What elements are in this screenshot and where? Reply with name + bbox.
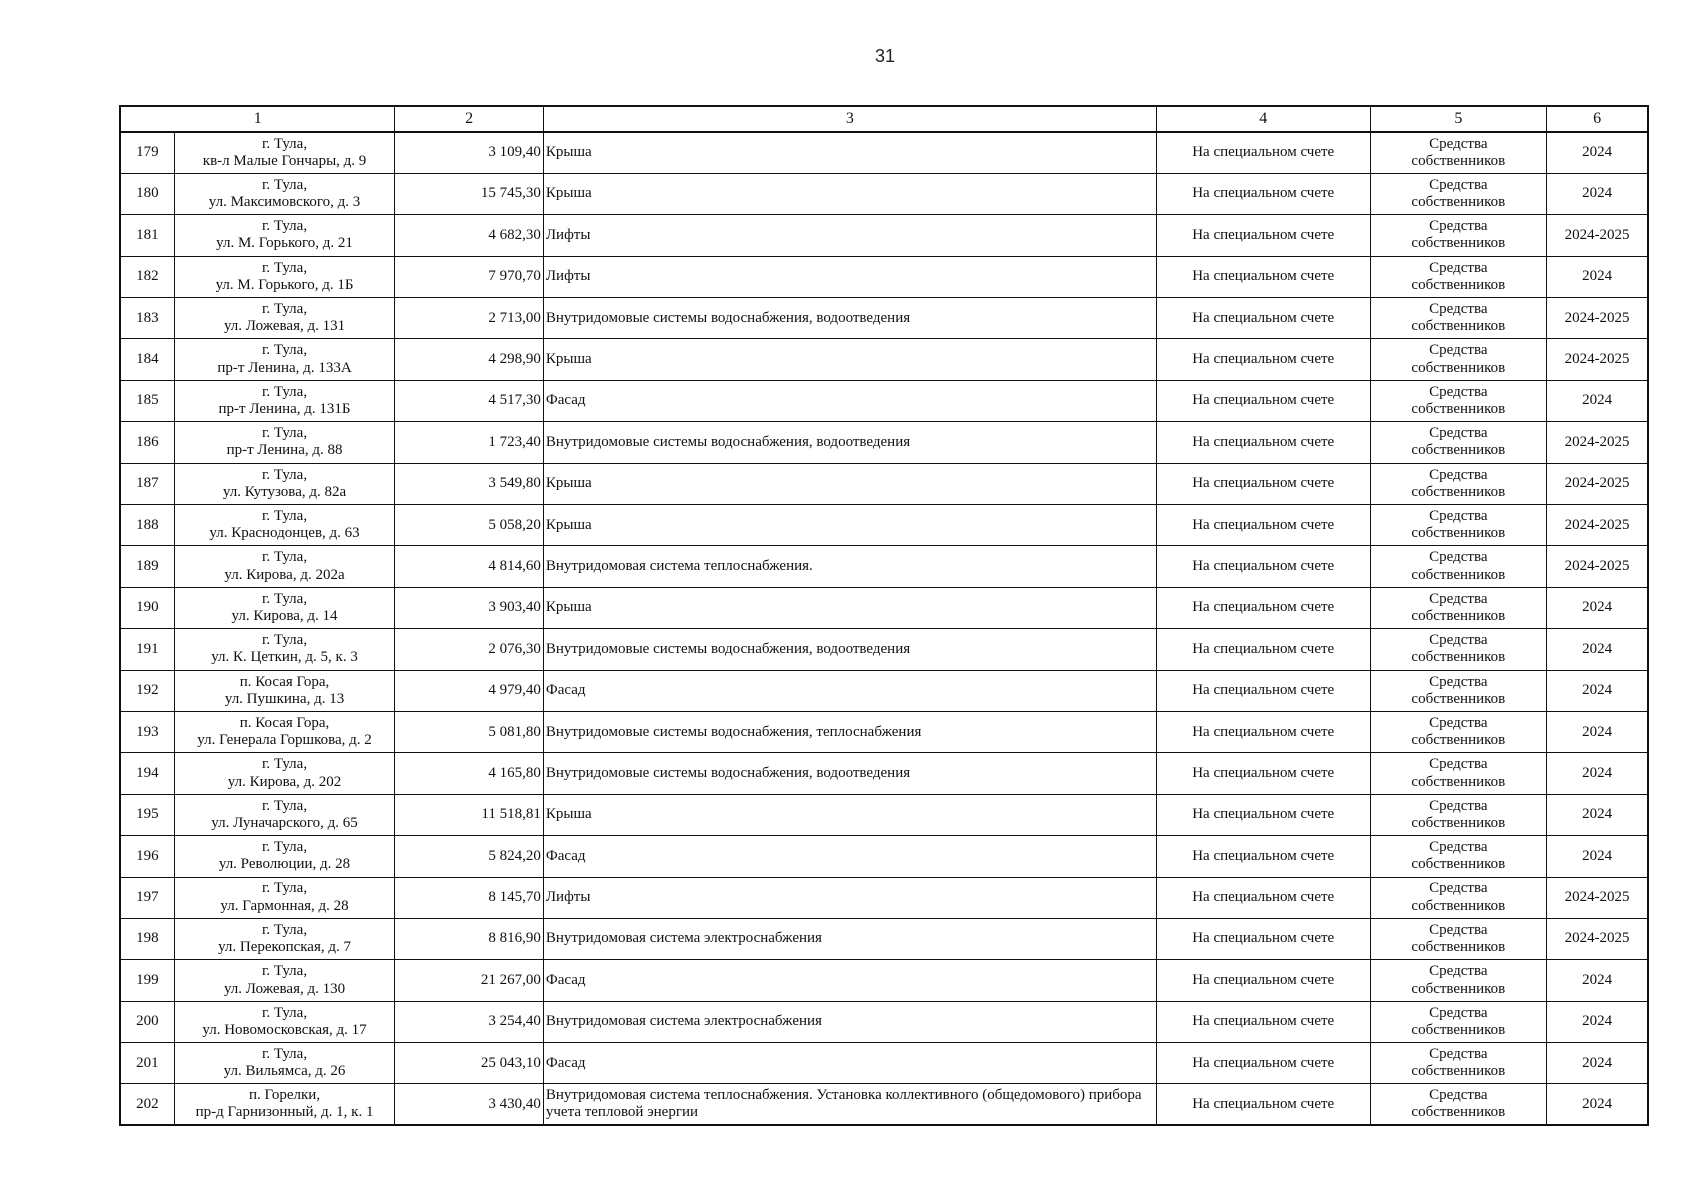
address-street: ул. Новомосковская, д. 17 xyxy=(202,1021,367,1038)
area-cell: 3 254,40 xyxy=(395,1001,543,1042)
funding-source-line-1: Средства xyxy=(1429,549,1488,566)
work-type-cell: Внутридомовая система электроснабжения xyxy=(543,1001,1156,1042)
funding-source-line-2: собственников xyxy=(1411,318,1506,335)
address-cell xyxy=(174,918,395,959)
work-type-cell: Крыша xyxy=(543,463,1156,504)
area-cell: 4 814,60 xyxy=(395,546,543,587)
funding-source-cell xyxy=(1370,298,1547,339)
account-type-cell: На специальном счете xyxy=(1156,587,1370,628)
work-type-cell: Внутридомовая система теплоснабжения. Установка коллективного (общедомового) прибора учета тепловой энергии xyxy=(543,1084,1156,1125)
funding-source-line-1: Средства xyxy=(1429,756,1488,773)
funding-source-line-2: собственников xyxy=(1411,607,1506,624)
row-number: 198 xyxy=(120,918,174,959)
account-type-cell: На специальном счете xyxy=(1156,505,1370,546)
funding-source-line-1: Средства xyxy=(1429,590,1488,607)
address-cell xyxy=(174,546,395,587)
account-type-cell: На специальном счете xyxy=(1156,546,1370,587)
work-type-cell: Крыша xyxy=(543,587,1156,628)
funding-source-cell xyxy=(1370,753,1547,794)
row-number: 186 xyxy=(120,422,174,463)
address-street: ул. Ложевая, д. 130 xyxy=(223,980,346,997)
period-cell: 2024-2025 xyxy=(1547,463,1648,504)
table-row xyxy=(120,380,1648,421)
column-header-4: 4 xyxy=(1156,106,1370,132)
funding-source-line-1: Средства xyxy=(1429,218,1488,235)
table-row xyxy=(120,794,1648,835)
period-cell: 2024 xyxy=(1547,380,1648,421)
funding-source-line-2: собственников xyxy=(1411,359,1506,376)
area-cell: 1 723,40 xyxy=(395,422,543,463)
funding-source-line-2: собственников xyxy=(1411,1021,1506,1038)
table-row xyxy=(120,463,1648,504)
table-row xyxy=(120,215,1648,256)
area-cell: 3 109,40 xyxy=(395,132,543,173)
work-type-cell: Лифты xyxy=(543,256,1156,297)
address-cell xyxy=(174,670,395,711)
funding-source-cell xyxy=(1370,670,1547,711)
funding-source-cell xyxy=(1370,794,1547,835)
table-row xyxy=(120,505,1648,546)
row-number: 195 xyxy=(120,794,174,835)
column-header-5: 5 xyxy=(1370,106,1547,132)
funding-source-line-2: собственников xyxy=(1411,483,1506,500)
funding-source-cell xyxy=(1370,546,1547,587)
funding-source-cell xyxy=(1370,836,1547,877)
address-locality: г. Тула, xyxy=(261,1004,308,1021)
period-cell: 2024 xyxy=(1547,587,1648,628)
funding-source-line-2: собственников xyxy=(1411,566,1506,583)
work-type-cell: Крыша xyxy=(543,173,1156,214)
address-street: ул. Перекопская, д. 7 xyxy=(218,939,351,956)
address-cell xyxy=(174,505,395,546)
row-number: 193 xyxy=(120,711,174,752)
area-cell: 3 549,80 xyxy=(395,463,543,504)
funding-source-cell xyxy=(1370,960,1547,1001)
work-type-cell: Внутридомовые системы водоснабжения, водоотведения xyxy=(543,629,1156,670)
funding-source-line-2: собственников xyxy=(1411,235,1506,252)
address-cell xyxy=(174,587,395,628)
column-header-1: 1 xyxy=(120,106,395,132)
period-cell: 2024 xyxy=(1547,670,1648,711)
account-type-cell: На специальном счете xyxy=(1156,298,1370,339)
address-locality: г. Тула, xyxy=(261,176,308,193)
work-type-cell: Внутридомовая система теплоснабжения. xyxy=(543,546,1156,587)
address-street: пр-т Ленина, д. 133А xyxy=(217,359,352,376)
repair-schedule-table xyxy=(119,105,1649,1126)
work-type-cell: Крыша xyxy=(543,794,1156,835)
area-cell: 11 518,81 xyxy=(395,794,543,835)
funding-source-line-2: собственников xyxy=(1411,401,1506,418)
area-cell: 3 430,40 xyxy=(395,1084,543,1125)
funding-source-line-2: собственников xyxy=(1411,980,1506,997)
funding-source-line-2: собственников xyxy=(1411,939,1506,956)
work-type-cell: Внутридомовые системы водоснабжения, водоотведения xyxy=(543,422,1156,463)
period-cell: 2024 xyxy=(1547,753,1648,794)
account-type-cell: На специальном счете xyxy=(1156,877,1370,918)
address-cell xyxy=(174,298,395,339)
funding-source-line-2: собственников xyxy=(1411,1104,1506,1121)
area-cell: 4 682,30 xyxy=(395,215,543,256)
area-cell: 15 745,30 xyxy=(395,173,543,214)
area-cell: 5 058,20 xyxy=(395,505,543,546)
funding-source-cell xyxy=(1370,587,1547,628)
funding-source-line-1: Средства xyxy=(1429,839,1488,856)
period-cell: 2024 xyxy=(1547,960,1648,1001)
period-cell: 2024 xyxy=(1547,256,1648,297)
address-locality: г. Тула, xyxy=(261,218,308,235)
address-cell xyxy=(174,877,395,918)
address-locality: г. Тула, xyxy=(261,425,308,442)
row-number: 194 xyxy=(120,753,174,794)
funding-source-line-1: Средства xyxy=(1429,466,1488,483)
funding-source-line-1: Средства xyxy=(1429,301,1488,317)
funding-source-cell xyxy=(1370,215,1547,256)
address-street: ул. Кирова, д. 202 xyxy=(227,773,342,790)
account-type-cell: На специальном счете xyxy=(1156,711,1370,752)
table-row xyxy=(120,960,1648,1001)
address-cell xyxy=(174,1001,395,1042)
table-row xyxy=(120,546,1648,587)
funding-source-line-1: Средства xyxy=(1429,1087,1488,1104)
area-cell: 2 076,30 xyxy=(395,629,543,670)
address-cell xyxy=(174,753,395,794)
address-cell xyxy=(174,836,395,877)
row-number: 182 xyxy=(120,256,174,297)
address-cell xyxy=(174,380,395,421)
address-locality: г. Тула, xyxy=(261,259,308,276)
address-street: ул. Ложевая, д. 131 xyxy=(223,318,346,335)
funding-source-cell xyxy=(1370,380,1547,421)
table-row xyxy=(120,711,1648,752)
address-locality: г. Тула, xyxy=(261,839,308,856)
area-cell: 5 824,20 xyxy=(395,836,543,877)
account-type-cell: На специальном счете xyxy=(1156,753,1370,794)
funding-source-line-2: собственников xyxy=(1411,732,1506,749)
area-cell: 4 165,80 xyxy=(395,753,543,794)
funding-source-line-2: собственников xyxy=(1411,856,1506,873)
area-cell: 21 267,00 xyxy=(395,960,543,1001)
row-number: 200 xyxy=(120,1001,174,1042)
address-street: ул. Вильямса, д. 26 xyxy=(223,1063,346,1080)
account-type-cell: На специальном счете xyxy=(1156,132,1370,173)
account-type-cell: На специальном счете xyxy=(1156,422,1370,463)
row-number: 191 xyxy=(120,629,174,670)
address-street: ул. Кирова, д. 202а xyxy=(224,566,345,583)
address-locality: г. Тула, xyxy=(261,921,308,938)
address-street: ул. Революции, д. 28 xyxy=(218,856,351,873)
period-cell: 2024-2025 xyxy=(1547,918,1648,959)
funding-source-line-2: собственников xyxy=(1411,276,1506,293)
account-type-cell: На специальном счете xyxy=(1156,960,1370,1001)
address-locality: г. Тула, xyxy=(261,632,308,649)
address-cell xyxy=(174,629,395,670)
funding-source-line-2: собственников xyxy=(1411,649,1506,666)
row-number: 188 xyxy=(120,505,174,546)
address-locality: г. Тула, xyxy=(261,756,308,773)
table-row xyxy=(120,173,1648,214)
account-type-cell: На специальном счете xyxy=(1156,1043,1370,1084)
address-locality: г. Тула, xyxy=(261,797,308,814)
period-cell: 2024-2025 xyxy=(1547,215,1648,256)
address-locality: п. Косая Гора, xyxy=(239,714,330,731)
work-type-cell: Лифты xyxy=(543,877,1156,918)
work-type-cell: Крыша xyxy=(543,132,1156,173)
address-street: ул. М. Горького, д. 1Б xyxy=(215,276,354,293)
period-cell: 2024 xyxy=(1547,794,1648,835)
period-cell: 2024 xyxy=(1547,1043,1648,1084)
address-cell xyxy=(174,1084,395,1125)
table-row xyxy=(120,1084,1648,1125)
account-type-cell: На специальном счете xyxy=(1156,794,1370,835)
address-street: ул. К. Цеткин, д. 5, к. 3 xyxy=(211,649,358,666)
work-type-cell: Фасад xyxy=(543,836,1156,877)
funding-source-line-1: Средства xyxy=(1429,963,1488,980)
funding-source-cell xyxy=(1370,877,1547,918)
row-number: 184 xyxy=(120,339,174,380)
table-row xyxy=(120,587,1648,628)
address-cell xyxy=(174,463,395,504)
address-cell xyxy=(174,1043,395,1084)
row-number: 187 xyxy=(120,463,174,504)
address-cell xyxy=(174,960,395,1001)
period-cell: 2024 xyxy=(1547,1084,1648,1125)
funding-source-line-1: Средства xyxy=(1429,507,1488,524)
funding-source-line-1: Средства xyxy=(1429,176,1488,193)
row-number: 181 xyxy=(120,215,174,256)
funding-source-cell xyxy=(1370,505,1547,546)
funding-source-line-1: Средства xyxy=(1429,342,1488,359)
funding-source-line-1: Средства xyxy=(1429,1046,1488,1063)
address-street: ул. Краснодонцев, д. 63 xyxy=(209,525,360,542)
address-locality: г. Тула, xyxy=(261,507,308,524)
area-cell: 5 081,80 xyxy=(395,711,543,752)
table-row xyxy=(120,753,1648,794)
funding-source-line-2: собственников xyxy=(1411,194,1506,211)
table-row xyxy=(120,1043,1648,1084)
funding-source-line-1: Средства xyxy=(1429,259,1488,276)
funding-source-cell xyxy=(1370,1043,1547,1084)
funding-source-line-2: собственников xyxy=(1411,525,1506,542)
funding-source-cell xyxy=(1370,711,1547,752)
table-row xyxy=(120,1001,1648,1042)
period-cell: 2024-2025 xyxy=(1547,546,1648,587)
address-street: ул. М. Горького, д. 21 xyxy=(216,235,353,252)
table-row xyxy=(120,422,1648,463)
period-cell: 2024 xyxy=(1547,836,1648,877)
row-number: 202 xyxy=(120,1084,174,1125)
address-cell xyxy=(174,173,395,214)
work-type-cell: Внутридомовые системы водоснабжения, водоотведения xyxy=(543,298,1156,339)
address-street: ул. Максимовского, д. 3 xyxy=(208,194,361,211)
period-cell: 2024 xyxy=(1547,1001,1648,1042)
area-cell: 25 043,10 xyxy=(395,1043,543,1084)
table-row xyxy=(120,918,1648,959)
address-locality: п. Косая Гора, xyxy=(239,673,330,690)
row-number: 192 xyxy=(120,670,174,711)
row-number: 196 xyxy=(120,836,174,877)
column-header-6: 6 xyxy=(1547,106,1648,132)
funding-source-line-1: Средства xyxy=(1429,921,1488,938)
funding-source-line-1: Средства xyxy=(1429,632,1488,649)
funding-source-cell xyxy=(1370,173,1547,214)
address-street: кв-л Малые Гончары, д. 9 xyxy=(202,152,367,169)
account-type-cell: На специальном счете xyxy=(1156,629,1370,670)
table-row xyxy=(120,256,1648,297)
address-street: ул. Луначарского, д. 65 xyxy=(211,814,358,831)
column-header-3: 3 xyxy=(543,106,1156,132)
row-number: 190 xyxy=(120,587,174,628)
work-type-cell: Крыша xyxy=(543,505,1156,546)
row-number: 201 xyxy=(120,1043,174,1084)
funding-source-cell xyxy=(1370,918,1547,959)
column-header-2: 2 xyxy=(395,106,543,132)
address-locality: г. Тула, xyxy=(261,880,308,897)
funding-source-line-2: собственников xyxy=(1411,773,1506,790)
funding-source-cell xyxy=(1370,463,1547,504)
address-street: ул. Кирова, д. 14 xyxy=(231,607,338,624)
account-type-cell: На специальном счете xyxy=(1156,670,1370,711)
period-cell: 2024-2025 xyxy=(1547,422,1648,463)
address-cell xyxy=(174,256,395,297)
area-cell: 7 970,70 xyxy=(395,256,543,297)
page-number: 31 xyxy=(874,46,896,66)
area-cell: 3 903,40 xyxy=(395,587,543,628)
area-cell: 2 713,00 xyxy=(395,298,543,339)
funding-source-line-1: Средства xyxy=(1429,673,1488,690)
table-row xyxy=(120,629,1648,670)
account-type-cell: На специальном счете xyxy=(1156,1001,1370,1042)
funding-source-line-1: Средства xyxy=(1429,1004,1488,1021)
work-type-cell: Фасад xyxy=(543,1043,1156,1084)
funding-source-line-2: собственников xyxy=(1411,442,1506,459)
period-cell: 2024 xyxy=(1547,629,1648,670)
address-cell xyxy=(174,132,395,173)
account-type-cell: На специальном счете xyxy=(1156,836,1370,877)
period-cell: 2024 xyxy=(1547,132,1648,173)
address-street: ул. Генерала Горшкова, д. 2 xyxy=(197,732,372,749)
account-type-cell: На специальном счете xyxy=(1156,380,1370,421)
funding-source-line-2: собственников xyxy=(1411,152,1506,169)
address-cell xyxy=(174,339,395,380)
row-number: 179 xyxy=(120,132,174,173)
address-street: пр-т Ленина, д. 131Б xyxy=(218,401,351,418)
funding-source-line-1: Средства xyxy=(1429,425,1488,442)
address-street: ул. Пушкина, д. 13 xyxy=(224,690,345,707)
table-row xyxy=(120,298,1648,339)
funding-source-line-1: Средства xyxy=(1429,383,1488,400)
period-cell: 2024-2025 xyxy=(1547,298,1648,339)
funding-source-line-2: собственников xyxy=(1411,814,1506,831)
row-number: 183 xyxy=(120,298,174,339)
address-cell xyxy=(174,711,395,752)
account-type-cell: На специальном счете xyxy=(1156,1084,1370,1125)
address-street: пр-т Ленина, д. 88 xyxy=(226,442,343,459)
address-cell xyxy=(174,794,395,835)
funding-source-cell xyxy=(1370,422,1547,463)
table-row xyxy=(120,339,1648,380)
row-number: 199 xyxy=(120,960,174,1001)
area-cell: 8 145,70 xyxy=(395,877,543,918)
address-street: пр-д Гарнизонный, д. 1, к. 1 xyxy=(195,1104,374,1121)
work-type-cell: Внутридомовые системы водоснабжения, водоотведения xyxy=(543,753,1156,794)
row-number: 197 xyxy=(120,877,174,918)
table-body xyxy=(120,132,1648,1125)
row-number: 185 xyxy=(120,380,174,421)
work-type-cell: Фасад xyxy=(543,960,1156,1001)
funding-source-cell xyxy=(1370,1001,1547,1042)
account-type-cell: На специальном счете xyxy=(1156,339,1370,380)
funding-source-line-1: Средства xyxy=(1429,797,1488,814)
table-header xyxy=(120,106,1648,132)
period-cell: 2024-2025 xyxy=(1547,505,1648,546)
account-type-cell: На специальном счете xyxy=(1156,256,1370,297)
row-number: 189 xyxy=(120,546,174,587)
address-locality: г. Тула, xyxy=(261,1046,308,1063)
address-locality: г. Тула, xyxy=(261,342,308,359)
area-cell: 8 816,90 xyxy=(395,918,543,959)
account-type-cell: На специальном счете xyxy=(1156,918,1370,959)
funding-source-cell xyxy=(1370,629,1547,670)
funding-source-cell xyxy=(1370,1084,1547,1125)
address-locality: г. Тула, xyxy=(261,590,308,607)
funding-source-line-1: Средства xyxy=(1429,880,1488,897)
address-locality: г. Тула, xyxy=(261,963,308,980)
address-cell xyxy=(174,422,395,463)
funding-source-cell xyxy=(1370,339,1547,380)
address-locality: п. Горелки, xyxy=(248,1087,321,1104)
funding-source-line-2: собственников xyxy=(1411,897,1506,914)
period-cell: 2024-2025 xyxy=(1547,339,1648,380)
funding-source-cell xyxy=(1370,132,1547,173)
work-type-cell: Крыша xyxy=(543,339,1156,380)
work-type-cell: Фасад xyxy=(543,670,1156,711)
table-row xyxy=(120,132,1648,173)
address-locality: г. Тула, xyxy=(261,301,308,317)
address-locality: г. Тула, xyxy=(261,466,308,483)
account-type-cell: На специальном счете xyxy=(1156,463,1370,504)
header-row xyxy=(120,106,1648,132)
account-type-cell: На специальном счете xyxy=(1156,173,1370,214)
funding-source-line-1: Средства xyxy=(1429,714,1488,731)
address-cell xyxy=(174,215,395,256)
funding-source-line-2: собственников xyxy=(1411,1063,1506,1080)
address-locality: г. Тула, xyxy=(261,383,308,400)
address-locality: г. Тула, xyxy=(261,549,308,566)
area-cell: 4 517,30 xyxy=(395,380,543,421)
funding-source-cell xyxy=(1370,256,1547,297)
area-cell: 4 298,90 xyxy=(395,339,543,380)
work-type-cell: Внутридомовая система электроснабжения xyxy=(543,918,1156,959)
account-type-cell: На специальном счете xyxy=(1156,215,1370,256)
work-type-cell: Внутридомовые системы водоснабжения, теплоснабжения xyxy=(543,711,1156,752)
address-street: ул. Кутузова, д. 82а xyxy=(222,483,347,500)
work-type-cell: Лифты xyxy=(543,215,1156,256)
funding-source-line-2: собственников xyxy=(1411,690,1506,707)
table-row xyxy=(120,836,1648,877)
table-row xyxy=(120,670,1648,711)
address-street: ул. Гармонная, д. 28 xyxy=(220,897,349,914)
period-cell: 2024 xyxy=(1547,711,1648,752)
funding-source-line-1: Средства xyxy=(1429,135,1488,152)
period-cell: 2024 xyxy=(1547,173,1648,214)
area-cell: 4 979,40 xyxy=(395,670,543,711)
period-cell: 2024-2025 xyxy=(1547,877,1648,918)
row-number: 180 xyxy=(120,173,174,214)
address-locality: г. Тула, xyxy=(261,135,308,152)
work-type-cell: Фасад xyxy=(543,380,1156,421)
table-row xyxy=(120,877,1648,918)
